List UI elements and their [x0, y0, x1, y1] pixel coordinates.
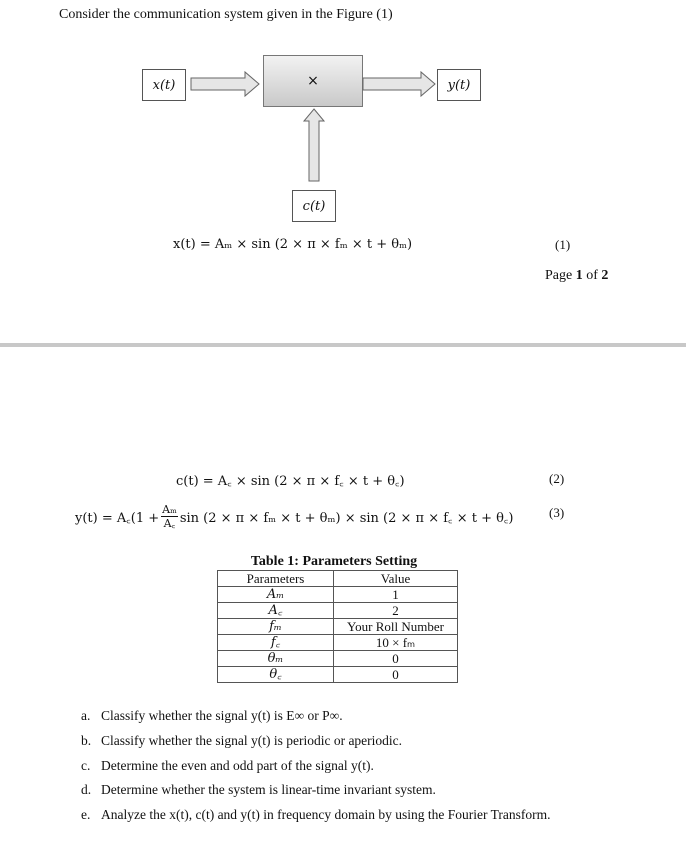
- param-cell: f꜀: [218, 635, 334, 651]
- value-cell: 1: [334, 587, 458, 603]
- equation-3-right: sin (2 × π × fₘ × t + θₘ) × sin (2 × π × f꜀ × t + θ꜀): [179, 510, 514, 526]
- input-arrow: [185, 70, 265, 98]
- question-text: Classify whether the signal y(t) is E∞ or P∞.: [101, 708, 343, 723]
- carrier-signal-box: [292, 190, 336, 222]
- question-text: Classify whether the signal y(t) is periodic or aperiodic.: [101, 733, 403, 748]
- page-footer-prefix: Page: [545, 268, 576, 283]
- table-row: [218, 619, 458, 635]
- input-signal-label: x(t): [152, 77, 176, 93]
- equation-3: [75, 503, 514, 530]
- fraction-denominator: A꜀: [163, 517, 176, 530]
- question-label: a.: [81, 708, 91, 723]
- question-e: [81, 807, 551, 823]
- input-signal-box: [142, 69, 186, 101]
- question-b: [81, 733, 402, 749]
- multiply-symbol: ×: [307, 73, 319, 89]
- param-cell: Aₘ: [218, 587, 334, 603]
- carrier-arrow: [301, 107, 327, 187]
- table-row: [218, 635, 458, 651]
- question-a: [81, 708, 343, 724]
- page-current: 1: [575, 268, 583, 283]
- multiplier-block: [263, 55, 363, 107]
- value-cell: 0: [334, 651, 458, 667]
- equation-1: x(t) = Aₘ × sin (2 × π × fₘ × t + θₘ): [173, 237, 413, 252]
- param-cell: A꜀: [218, 603, 334, 619]
- equation-2: c(t) = A꜀ × sin (2 × π × f꜀ × t + θ꜀): [176, 474, 405, 489]
- question-label: d.: [81, 782, 92, 797]
- question-c: [81, 758, 374, 774]
- question-text: Analyze the x(t), c(t) and y(t) in frequency domain by using the Fourier Transform.: [101, 807, 551, 822]
- equation-3-left: y(t) = A꜀(1 +: [75, 510, 160, 526]
- question-text: Determine whether the system is linear-time invariant system.: [101, 782, 436, 797]
- equation-2-number: (2): [549, 471, 565, 486]
- param-cell: θₘ: [218, 651, 334, 667]
- output-signal-label: y(t): [447, 77, 471, 93]
- carrier-signal-label: c(t): [302, 198, 326, 214]
- equation-3-fraction: [161, 503, 178, 530]
- parameters-table: [217, 570, 458, 683]
- intro-text: Consider the communication system given in the Figure (1): [59, 7, 393, 22]
- value-cell: 0: [334, 667, 458, 683]
- question-d: [81, 782, 436, 798]
- equation-1-number: (1): [555, 237, 571, 252]
- table-header-row: [218, 571, 458, 587]
- value-cell: Your Roll Number: [334, 619, 458, 635]
- table-row: [218, 651, 458, 667]
- table-row: [218, 603, 458, 619]
- output-arrow: [361, 70, 441, 98]
- page-separator: [0, 343, 686, 347]
- header-parameters: Parameters: [218, 571, 334, 587]
- value-cell: 10 × fₘ: [334, 635, 458, 651]
- table-row: [218, 587, 458, 603]
- value-cell: 2: [334, 603, 458, 619]
- param-cell: θ꜀: [218, 667, 334, 683]
- table-row: [218, 667, 458, 683]
- page-footer-mid: of: [582, 268, 602, 283]
- equation-3-number: (3): [549, 505, 565, 520]
- question-label: b.: [81, 733, 92, 748]
- page-total: 2: [601, 268, 609, 283]
- question-text: Determine the even and odd part of the signal y(t).: [101, 758, 374, 773]
- fraction-numerator: Aₘ: [162, 503, 177, 516]
- page-footer: [545, 268, 608, 284]
- table-title: Table 1: Parameters Setting: [250, 554, 418, 569]
- question-label: e.: [81, 807, 91, 822]
- output-signal-box: [437, 69, 481, 101]
- header-value: Value: [334, 571, 458, 587]
- param-cell: fₘ: [218, 619, 334, 635]
- question-label: c.: [81, 758, 91, 773]
